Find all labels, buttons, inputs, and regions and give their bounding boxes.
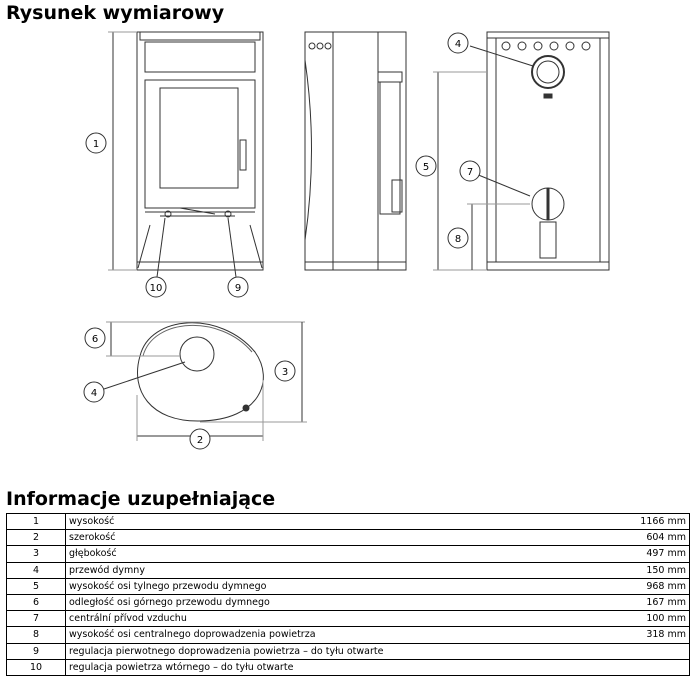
- info-title: Informacje uzupełniające: [6, 488, 276, 510]
- row-num: 10: [7, 659, 66, 675]
- row-label: przewód dymny: [66, 562, 614, 578]
- callout-6: 6: [91, 334, 99, 345]
- table-row: [7, 514, 690, 530]
- row-value: [613, 643, 690, 659]
- callout-4-top: 4: [90, 388, 98, 399]
- row-value: 150 mm: [613, 562, 690, 578]
- row-label: odległość osi górnego przewodu dymnego: [66, 594, 614, 610]
- info-table: [6, 513, 690, 676]
- table-row: [7, 643, 690, 659]
- table-row: [7, 546, 690, 562]
- top-view: [84, 322, 307, 449]
- row-num: 2: [7, 530, 66, 546]
- row-label: wysokość osi centralnego doprowadzenia powietrza: [66, 627, 614, 643]
- row-label: regulacja powietrza wtórnego – do tyłu otwarte: [66, 659, 614, 675]
- side-view: [305, 32, 406, 270]
- row-value: 497 mm: [613, 546, 690, 562]
- row-label: centrální přívod vzduchu: [66, 611, 614, 627]
- front-view: [86, 32, 263, 297]
- callout-3: 3: [281, 367, 289, 378]
- row-label: wysokość osi tylnego przewodu dymnego: [66, 578, 614, 594]
- table-row: [7, 627, 690, 643]
- callout-4-back: 4: [454, 39, 462, 50]
- callout-7: 7: [466, 167, 474, 178]
- row-label: głębokość: [66, 546, 614, 562]
- row-num: 4: [7, 562, 66, 578]
- callout-8: 8: [454, 234, 462, 245]
- row-value: 318 mm: [613, 627, 690, 643]
- row-value: 167 mm: [613, 594, 690, 610]
- row-value: 604 mm: [613, 530, 690, 546]
- row-label: regulacja pierwotnego doprowadzenia powietrza – do tyłu otwarte: [66, 643, 614, 659]
- table-row: [7, 611, 690, 627]
- callout-10: 10: [149, 283, 163, 294]
- row-num: 7: [7, 611, 66, 627]
- row-num: 9: [7, 643, 66, 659]
- callout-9: 9: [234, 283, 242, 294]
- row-value: 968 mm: [613, 578, 690, 594]
- table-row: [7, 562, 690, 578]
- table-row: [7, 530, 690, 546]
- callout-2: 2: [196, 435, 204, 446]
- callout-5: 5: [422, 162, 430, 173]
- row-num: 5: [7, 578, 66, 594]
- table-row: [7, 659, 690, 675]
- row-value: 1166 mm: [613, 514, 690, 530]
- row-value: 100 mm: [613, 611, 690, 627]
- drawing-title: Rysunek wymiarowy: [6, 2, 225, 24]
- table-row: [7, 578, 690, 594]
- row-label: szerokość: [66, 530, 614, 546]
- row-num: 3: [7, 546, 66, 562]
- row-value: [613, 659, 690, 675]
- row-num: 6: [7, 594, 66, 610]
- callout-1: 1: [92, 139, 100, 150]
- back-view: [416, 32, 609, 270]
- table-row: [7, 594, 690, 610]
- row-num: 1: [7, 514, 66, 530]
- row-label: wysokość: [66, 514, 614, 530]
- row-num: 8: [7, 627, 66, 643]
